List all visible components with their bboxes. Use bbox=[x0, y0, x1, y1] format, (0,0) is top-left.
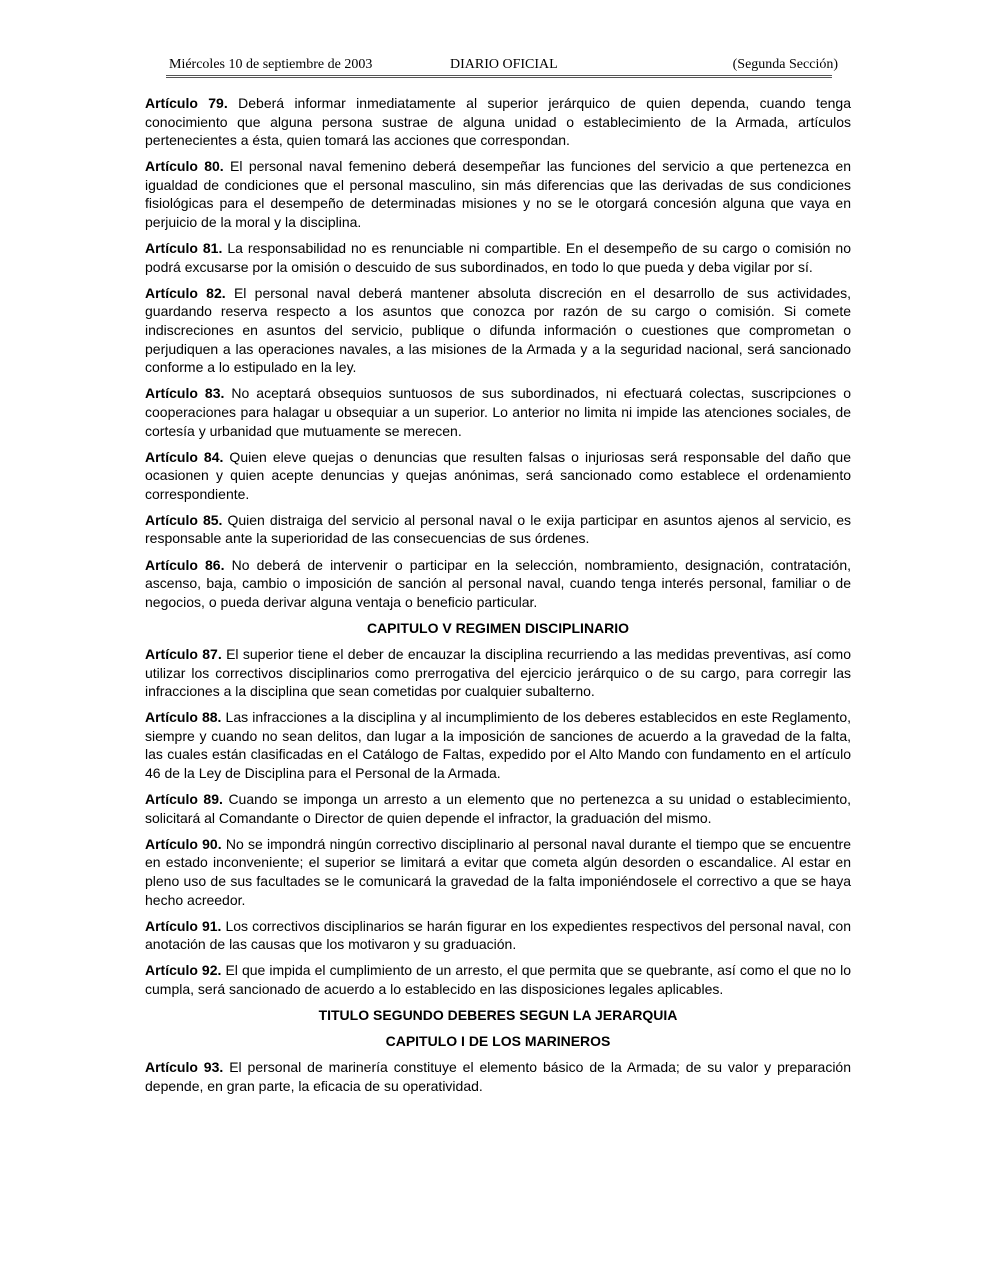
article-label: Artículo 90. bbox=[145, 835, 222, 852]
article-paragraph bbox=[145, 961, 851, 998]
header-publication: DIARIO OFICIAL bbox=[450, 57, 558, 72]
document-body bbox=[145, 94, 851, 1103]
article-label: Artículo 91. bbox=[145, 917, 222, 934]
article-paragraph bbox=[145, 556, 851, 612]
article-text: El personal naval femenino deberá desempeñar las funciones del servicio a que pertenezca en igualdad de condiciones que el personal masculino, sin más diferencias que las derivadas de sus condiciones fisiológicas para el desempeño de determinadas misiones y no se le otorgará concesión alguna que vaya en perjuicio de la moral y la disciplina. bbox=[145, 158, 851, 231]
article-paragraph bbox=[145, 157, 851, 231]
article-label: Artículo 86. bbox=[145, 556, 225, 573]
article-text: No deberá de intervenir o participar en la selección, nombramiento, designación, contratación, ascenso, baja, cambio o imposición de sanción al personal naval, cuando tenga interés personal, familiar o de negocios, o pueda derivar alguna ventaja o beneficio particular. bbox=[145, 556, 851, 610]
article-paragraph bbox=[145, 384, 851, 440]
header-date: Miércoles 10 de septiembre de 2003 bbox=[169, 57, 373, 72]
article-paragraph bbox=[145, 94, 851, 150]
article-paragraph bbox=[145, 917, 851, 954]
section-heading: CAPITULO I DE LOS MARINEROS bbox=[385, 1033, 611, 1050]
article-text: El personal naval deberá mantener absoluta discreción en el desarrollo de sus actividades, guardando reserva respecto a los asuntos que conozca por razón de su cargo o comisión. Si comete indiscreciones en asuntos del servicio, publique o difunda información o cuestiones que comprometan o perjudiquen a las operaciones navales, a las misiones de la Armada y a la seguridad nacional, será sancionado conforme a lo estipulado en la ley. bbox=[145, 284, 851, 376]
article-text: No aceptará obsequios suntuosos de sus subordinados, ni efectuará colectas, suscripciones o cooperaciones para halagar u obsequiar a un superior. Lo anterior no limita ni impide las atenciones sociales, de cortesía y urbanidad que mutuamente se merecen. bbox=[145, 385, 851, 439]
article-label: Artículo 84. bbox=[145, 448, 224, 465]
section-heading: CAPITULO V REGIMEN DISCIPLINARIO bbox=[366, 619, 630, 636]
article-paragraph bbox=[145, 284, 851, 377]
article-paragraph bbox=[145, 790, 851, 827]
article-label: Artículo 79. bbox=[145, 95, 228, 111]
article-label: Artículo 85. bbox=[145, 511, 223, 528]
article-label: Artículo 92. bbox=[145, 962, 222, 979]
article-label: Artículo 88. bbox=[145, 709, 222, 726]
article-text: Cuando se imponga un arresto a un elemento que no pertenezca a su unidad o establecimiento, solicitará al Comandante o Director de quien depende el infractor, la graduación del mismo. bbox=[145, 791, 852, 826]
article-paragraph bbox=[145, 835, 851, 909]
article-paragraph bbox=[145, 645, 851, 701]
article-text: La responsabilidad no es renunciable ni compartible. En el desempeño de su cargo o comisión no podrá excusarse por la omisión o descuido de sus subordinados, en todo lo que pueda y deba vigilar por sí. bbox=[145, 240, 851, 275]
article-text: Quien distraiga del servicio al personal naval o le exija participar en asuntos ajenos al servicio, es responsable ante la superioridad de las consecuencias de sus órdenes. bbox=[145, 511, 851, 547]
article-text: Quien eleve quejas o denuncias que resulten falsas o injuriosas será responsable del daño que ocasionen y quien acepte denuncias y quejas anónimas, será sancionado como establece el ordenamiento correspondiente. bbox=[145, 448, 851, 502]
article-text: Los correctivos disciplinarios se harán figurar en los expedientes respectivos del personal naval, con anotación de las causas que los motivaron y su graduación. bbox=[145, 917, 851, 953]
article-paragraph bbox=[145, 239, 851, 276]
section-heading: TITULO SEGUNDO DEBERES SEGUN LA JERARQUIA bbox=[318, 1007, 678, 1024]
article-paragraph bbox=[145, 448, 851, 504]
article-paragraph bbox=[145, 1058, 851, 1095]
article-paragraph bbox=[145, 511, 851, 548]
article-label: Artículo 82. bbox=[145, 284, 226, 301]
article-text: Las infracciones a la disciplina y al incumplimiento de los deberes establecidos en este Reglamento, siempre y cuando no sean delitos, dan lugar a la imposición de sanciones de acuerdo a la gravedad de la falta, las cuales están clasificadas en el Catálogo de Faltas, expedido por el Alto Mando con fundamento en el artículo 46 de la Ley de Disciplina para el Personal de la Armada. bbox=[145, 709, 851, 781]
page-header bbox=[166, 57, 838, 78]
header-section: (Segunda Sección) bbox=[732, 57, 838, 72]
article-label: Artículo 81. bbox=[145, 240, 223, 257]
article-text: No se impondrá ningún correctivo disciplinario al personal naval durante el tiempo que se encuentre en estado inconveniente; el superior se limitará a evitar que cometa algún desorden o escandalice. Al estar en pleno uso de sus facultades se le comunicará la gravedad de la falta imponiéndosele el correctivo a que se haya hecho acreedor. bbox=[145, 835, 851, 908]
article-text: El que impida el cumplimiento de un arresto, el que permita que se quebrante, así como el que no lo cumpla, será sancionado de acuerdo a lo establecido en las disposiciones legales aplicables. bbox=[145, 962, 851, 997]
article-label: Artículo 87. bbox=[145, 645, 222, 662]
article-text: El personal de marinería constituye el elemento básico de la Armada; de su valor y preparación depende, en gran parte, la eficacia de su operatividad. bbox=[145, 1059, 852, 1094]
article-label: Artículo 89. bbox=[145, 791, 223, 808]
article-text: El superior tiene el deber de encauzar la disciplina recurriendo a las medidas preventivas, así como utilizar los correctivos disciplinarios como prerrogativa del ejercicio jerárquico o de su cargo, para corregir las infracciones a la disciplina que sean cometidas por cualquier subalterno. bbox=[145, 645, 851, 700]
article-paragraph bbox=[145, 708, 851, 782]
article-text: Deberá informar inmediatamente al superior jerárquico de quien dependa, cuando tenga conocimiento que alguna persona sustrae de alguna unidad o establecimiento de la Armada, artículos pertenecientes a ésta, quien tomará las acciones que correspondan. bbox=[145, 95, 852, 149]
article-label: Artículo 83. bbox=[145, 385, 225, 402]
article-label: Artículo 80. bbox=[145, 158, 224, 175]
article-label: Artículo 93. bbox=[145, 1059, 224, 1076]
